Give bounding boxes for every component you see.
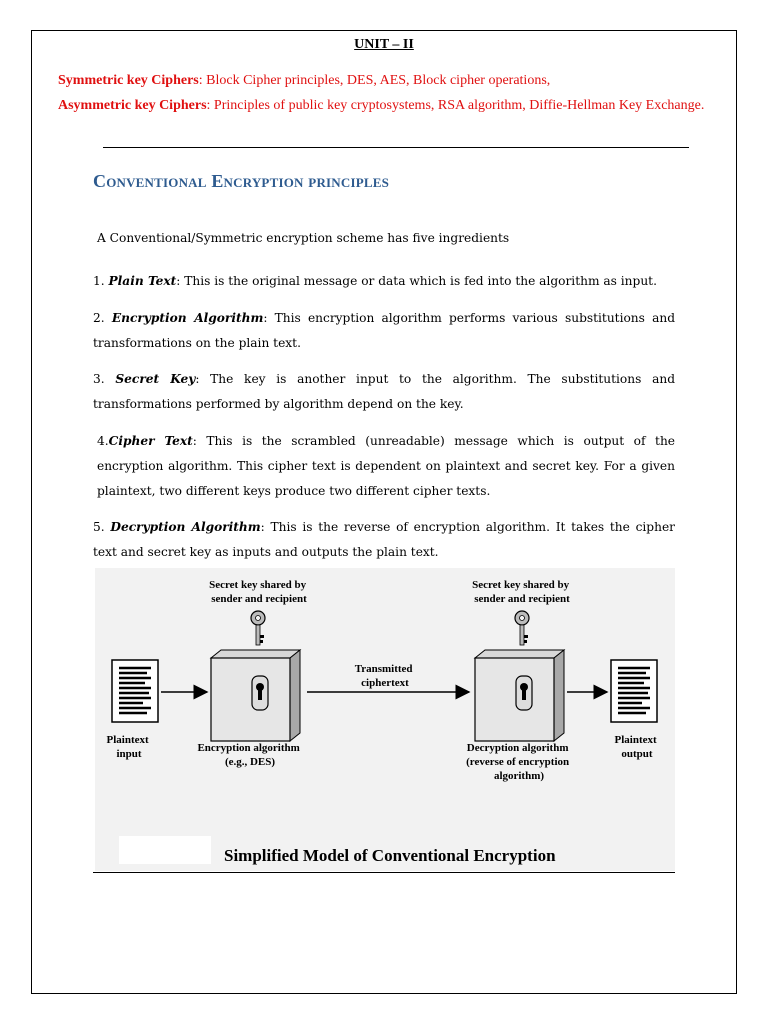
section-heading: Conventional Encryption principles: [93, 171, 390, 191]
syllabus: [58, 68, 724, 118]
ingredient-3: [93, 367, 675, 417]
ingredient-2-num: 2.: [93, 311, 105, 325]
intro-paragraph: [93, 226, 675, 251]
key-label-left: Secret key shared by sender and recipient: [209, 579, 307, 605]
caption-blank-box: [119, 836, 211, 864]
symmetric-label: Symmetric key Ciphers: [58, 73, 199, 88]
lock-icon: [252, 676, 268, 710]
ingredient-4-term: Cipher Text: [108, 434, 193, 448]
divider-top: [103, 147, 689, 148]
ingredient-5-num: 5.: [93, 520, 105, 534]
key-icon: [515, 611, 529, 645]
ingredient-2-desc: : This encryption algorithm performs various substitutions and transformations on the plain text.: [93, 311, 675, 350]
ingredient-1-term: Plain Text: [108, 274, 177, 288]
ingredient-4-desc: : This is the scrambled (unreadable) message which is output of the encryption algorithm. This cipher text is dependent on plaintext and secret key. For a given plaintext, two different keys produce two different cipher texts.: [97, 434, 676, 498]
ingredient-2-term: Encryption Algorithm: [111, 311, 264, 325]
key-label-right: Secret key shared by sender and recipient: [472, 579, 570, 605]
diagram-svg: [95, 568, 675, 871]
ingredient-3-term: Secret Key: [115, 372, 196, 386]
asymmetric-text: : Principles of public key cryptosystems, RSA algorithm, Diffie-Hellman Key Exchange.: [206, 98, 705, 113]
ingredient-5-term: Decryption Algorithm: [110, 520, 261, 534]
plaintext-input-label: Plaintext input: [106, 734, 149, 760]
intro-text: A Conventional/Symmetric encryption scheme has five ingredients: [97, 231, 510, 245]
ingredient-2-text: [93, 306, 675, 356]
lock-icon: [516, 676, 532, 710]
ingredient-4-text: [93, 429, 675, 504]
ingredient-3-desc: : The key is another input to the algorithm. The substitutions and transformations performed by algorithm depend on the key.: [93, 372, 675, 411]
ingredient-4-num: 4.: [97, 434, 109, 448]
ingredient-3-num: 3.: [93, 372, 105, 386]
asymmetric-label: Asymmetric key Ciphers: [58, 98, 207, 113]
decryption-label: Decryption algorithm (reverse of encryption algorithm): [466, 742, 570, 782]
ingredient-4: [93, 429, 675, 504]
ingredient-5-text: [93, 515, 675, 565]
encryption-label: Encryption algorithm (e.g., DES): [197, 742, 300, 768]
diagram-caption: Simplified Model of Conventional Encryption: [224, 846, 556, 865]
encryption-model-diagram: [95, 568, 675, 871]
unit-title: UNIT – II: [354, 37, 414, 52]
transmitted-ciphertext-label: Transmitted ciphertext: [354, 663, 413, 689]
symmetric-line: [58, 68, 724, 93]
ingredient-5: [93, 515, 675, 565]
symmetric-text: : Block Cipher principles, DES, AES, Block cipher operations,: [198, 73, 551, 88]
ingredient-1-desc: : This is the original message or data which is fed into the algorithm as input.: [176, 274, 657, 288]
ingredient-5-desc: : This is the reverse of encryption algorithm. It takes the cipher text and secret key as inputs and outputs the plain text.: [93, 520, 675, 559]
ingredient-1: [93, 269, 675, 294]
divider-bottom: [93, 872, 675, 873]
asymmetric-line: [58, 93, 724, 118]
plaintext-output-label: Plaintext output: [614, 734, 657, 760]
ingredient-2: [93, 306, 675, 356]
ingredient-1-num: 1.: [93, 274, 105, 288]
ingredient-3-text: [93, 367, 675, 417]
plaintext-input-document-icon: [112, 660, 158, 722]
key-icon: [251, 611, 265, 645]
ingredient-1-text: [93, 269, 675, 294]
plaintext-output-document-icon: [611, 660, 657, 722]
